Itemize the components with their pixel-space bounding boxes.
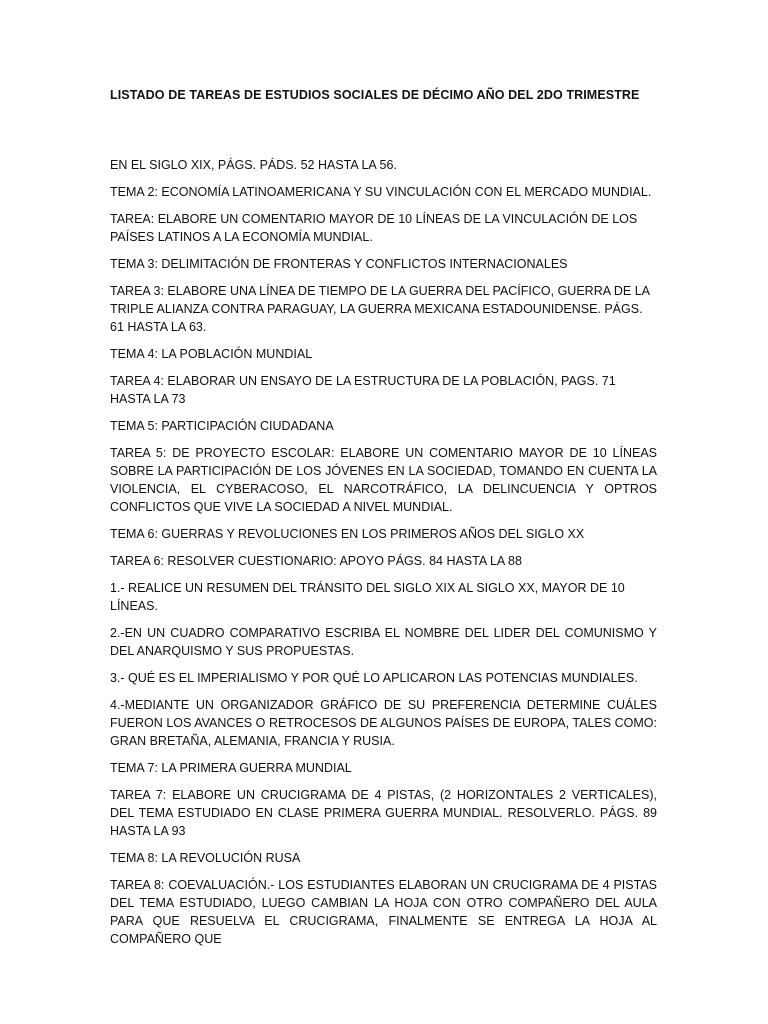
paragraph: TAREA: ELABORE UN COMENTARIO MAYOR DE 10 LÍNEAS DE LA VINCULACIÓN DE LOS PAÍSES LATINOS A LA ECONOMÍA MUNDIAL. — [110, 212, 638, 244]
paragraph: TEMA 4: LA POBLACIÓN MUNDIAL — [110, 347, 313, 361]
document-title: LISTADO DE TAREAS DE ESTUDIOS SOCIALES DE DÉCIMO AÑO DEL 2DO TRIMESTRE — [110, 88, 640, 102]
paragraph: TEMA 2: ECONOMÍA LATINOAMERICANA Y SU VINCULACIÓN CON EL MERCADO MUNDIAL. — [110, 185, 652, 199]
paragraph: 3.- QUÉ ES EL IMPERIALISMO Y POR QUÉ LO APLICARON LAS POTENCIAS MUNDIALES. — [110, 671, 638, 685]
paragraph: TEMA 5: PARTICIPACIÓN CIUDADANA — [110, 419, 334, 433]
paragraph: TEMA 7: LA PRIMERA GUERRA MUNDIAL — [110, 761, 352, 775]
paragraph: TAREA 4: ELABORAR UN ENSAYO DE LA ESTRUCTURA DE LA POBLACIÓN, PAGS. 71 HASTA LA 73 — [110, 374, 616, 406]
paragraph: TAREA 6: RESOLVER CUESTIONARIO: APOYO PÁGS. 84 HASTA LA 88 — [110, 554, 522, 568]
paragraph: TAREA 8: COEVALUACIÓN.- LOS ESTUDIANTES ELABORAN UN CRUCIGRAMA DE 4 PISTAS DEL TEMA ESTUDIADO, LUEGO CAMBIAN LA HOJA CON OTRO COMPAÑERO DEL AULA PARA QUE RESUELVA EL CRUCIGRAMA, FINALMENTE SE ENTREGA LA HOJA AL COMPAÑERO QUE — [110, 878, 657, 946]
paragraph: TAREA 5: DE PROYECTO ESCOLAR: ELABORE UN COMENTARIO MAYOR DE 10 LÍNEAS SOBRE LA PARTICIPACIÓN DE LOS JÓVENES EN LA SOCIEDAD, TOMANDO EN CUENTA LA VIOLENCIA, EL CYBERACOSO, EL NARCOTRÁFICO, LA DELINCUENCIA Y OPTROS CONFLICTOS QUE VIVE LA SOCIEDAD A NIVEL MUNDIAL. — [110, 446, 657, 514]
document-body — [110, 156, 657, 957]
paragraph: TEMA 6: GUERRAS Y REVOLUCIONES EN LOS PRIMEROS AÑOS DEL SIGLO XX — [110, 527, 585, 541]
paragraph: TAREA 7: ELABORE UN CRUCIGRAMA DE 4 PISTAS, (2 HORIZONTALES 2 VERTICALES), DEL TEMA ESTUDIADO EN CLASE PRIMERA GUERRA MUNDIAL. RESOLVERLO. PÁGS. 89 HASTA LA 93 — [110, 788, 657, 838]
paragraph: TEMA 8: LA REVOLUCIÓN RUSA — [110, 851, 301, 865]
paragraph: 1.- REALICE UN RESUMEN DEL TRÁNSITO DEL SIGLO XIX AL SIGLO XX, MAYOR DE 10 LÍNEAS. — [110, 581, 625, 613]
paragraph: TEMA 3: DELIMITACIÓN DE FRONTERAS Y CONFLICTOS INTERNACIONALES — [110, 257, 568, 271]
paragraph: EN EL SIGLO XIX, PÁGS. PÁDS. 52 HASTA LA 56. — [110, 158, 397, 172]
paragraph: 2.-EN UN CUADRO COMPARATIVO ESCRIBA EL NOMBRE DEL LIDER DEL COMUNISMO Y DEL ANARQUISMO Y SUS PROPUESTAS. — [110, 626, 657, 658]
paragraph: 4.-MEDIANTE UN ORGANIZADOR GRÁFICO DE SU PREFERENCIA DETERMINE CUÁLES FUERON LOS AVANCES O RETROCESOS DE ALGUNOS PAÍSES DE EUROPA, TALES COMO: GRAN BRETAÑA, ALEMANIA, FRANCIA Y RUSIA. — [110, 698, 657, 748]
paragraph: TAREA 3: ELABORE UNA LÍNEA DE TIEMPO DE LA GUERRA DEL PACÍFICO, GUERRA DE LA TRIPLE ALIANZA CONTRA PARAGUAY, LA GUERRA MEXICANA ESTADOUNIDENSE. PÁGS. 61 HASTA LA 63. — [110, 284, 650, 334]
